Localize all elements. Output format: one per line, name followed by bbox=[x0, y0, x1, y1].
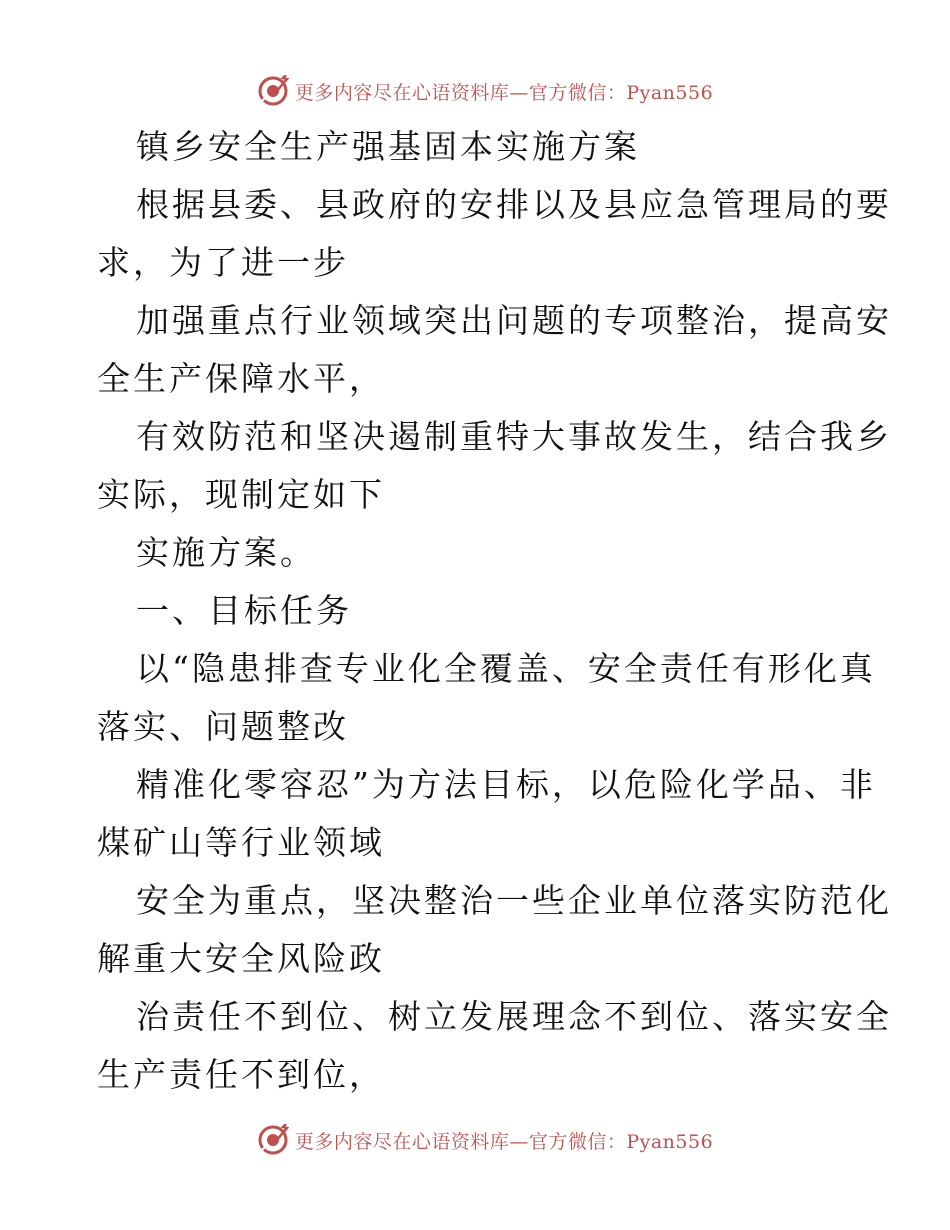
logo-icon bbox=[257, 75, 289, 107]
header-banner bbox=[0, 71, 950, 111]
paragraph-line: 求，为了进一步 bbox=[97, 243, 349, 282]
paragraph-line: 落实、问题整改 bbox=[97, 707, 349, 746]
paragraph-line: 实施方案。 bbox=[136, 533, 316, 572]
paragraph-line: 实际，现制定如下 bbox=[97, 475, 385, 514]
paragraph-line: 加强重点行业领域突出问题的专项整治，提高安 bbox=[136, 301, 892, 340]
logo-icon bbox=[257, 1124, 289, 1156]
paragraph-line: 有效防范和坚决遏制重特大事故发生，结合我乡 bbox=[136, 417, 892, 456]
footer-banner bbox=[0, 1120, 950, 1160]
banner-text: 更多内容尽在心语资料库—官方微信：Pyan556 bbox=[294, 81, 714, 104]
document-body bbox=[97, 118, 892, 1104]
paragraph-line: 生产责任不到位， bbox=[97, 1055, 385, 1094]
paragraph-line: 全生产保障水平， bbox=[97, 359, 385, 398]
paragraph-line: 精准化零容忍”为方法目标，以危险化学品、非 bbox=[136, 765, 876, 804]
paragraph-line: 安全为重点，坚决整治一些企业单位落实防范化 bbox=[136, 881, 892, 920]
paragraph-line: 煤矿山等行业领域 bbox=[97, 823, 385, 862]
paragraph-line: 解重大安全风险政 bbox=[97, 939, 385, 978]
paragraph-line: 根据县委、县政府的安排以及县应急管理局的要 bbox=[136, 185, 892, 224]
section-heading: 一、目标任务 bbox=[136, 591, 352, 630]
banner-text: 更多内容尽在心语资料库—官方微信：Pyan556 bbox=[294, 1130, 714, 1153]
paragraph-line: 以“隐患排查专业化全覆盖、安全责任有形化真 bbox=[136, 649, 876, 688]
document-title: 镇乡安全生产强基固本实施方案 bbox=[136, 127, 640, 166]
paragraph-line: 治责任不到位、树立发展理念不到位、落实安全 bbox=[136, 997, 892, 1036]
